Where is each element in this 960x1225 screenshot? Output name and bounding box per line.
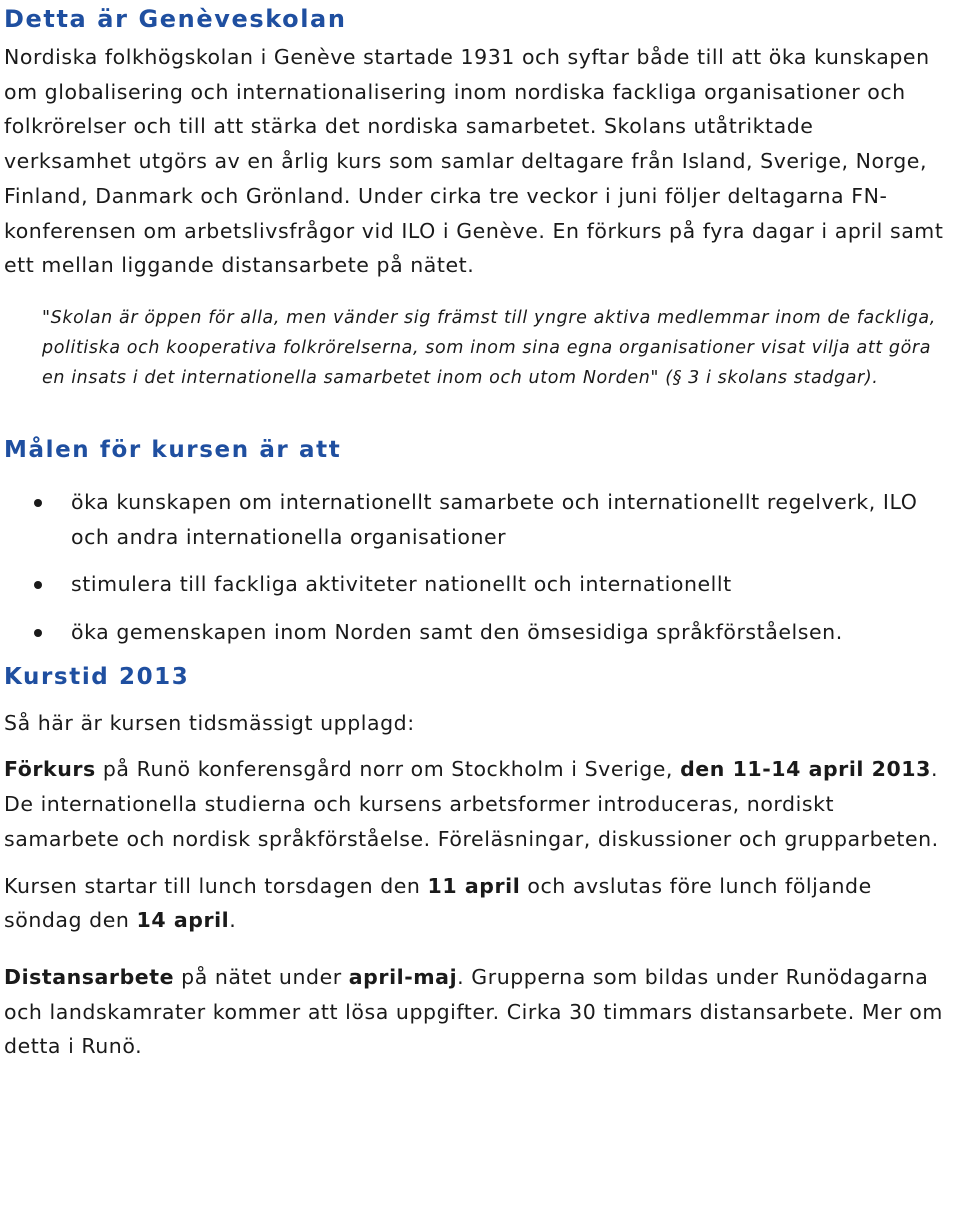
distance-label: Distansarbete bbox=[4, 964, 175, 989]
schedule-intro: Så här är kursen tidsmässigt upplagd: bbox=[4, 710, 415, 735]
bullet-icon bbox=[34, 499, 42, 507]
statute-quote: "Skolan är öppen för alla, men vänder sig främst till yngre aktiva medlemmar inom de fackliga, politiska och kooperativa folkrörelserna, som inom sina egna organisationer visat vilja att göra en insats i det internationella samarbetet inom och utom Norden" (§ 3 i skolans stadgar). bbox=[42, 307, 936, 388]
course-start-paragraph bbox=[4, 869, 944, 938]
start-text: Kursen startar till lunch torsdagen den bbox=[4, 873, 428, 898]
goal-text: öka kunskapen om internationellt samarbete och internationellt regelverk, ILO och andra internationella organisationer bbox=[71, 489, 918, 549]
list-item bbox=[4, 567, 944, 602]
goal-text: öka gemenskapen inom Norden samt den ömsesidiga språkförståelsen. bbox=[71, 620, 843, 645]
distance-text: på nätet under bbox=[174, 964, 349, 989]
distance-description: . Grupperna som bildas under Runödagarna och landskamrater kommer att lösa uppgifter. Cirka 30 timmars distansarbete. Mer om detta i Runö. bbox=[4, 964, 943, 1059]
forkurs-description: . De internationella studierna och kursens arbetsformer introduceras, nordiskt samarbete och nordisk språkförståelse. Föreläsningar, diskussioner och grupparbeten. bbox=[4, 757, 939, 851]
end-day: 14 april bbox=[136, 908, 230, 933]
forkurs-text: på Runö konferensgård norr om Stockholm i Sverige, bbox=[95, 757, 681, 782]
goal-text: stimulera till fackliga aktiviteter nationellt och internationellt bbox=[71, 572, 732, 597]
forkurs-dates: den 11-14 april 2013 bbox=[680, 757, 931, 782]
goals-list bbox=[4, 485, 944, 650]
forkurs-label: Förkurs bbox=[4, 757, 96, 782]
end-period: . bbox=[229, 908, 237, 933]
list-item bbox=[4, 615, 944, 650]
bullet-icon bbox=[34, 581, 42, 589]
intro-paragraph: Nordiska folkhögskolan i Genève startade 1931 och syftar både till att öka kunskapen om globalisering och internationalisering inom nordiska fackliga organisationer och folkrörelser och till att stärka det nordiska samarbetet. Skolans utåtriktade verksamhet utgörs av en årlig kurs som samlar deltagare från Island, Sverige, Norge, Finland, Danmark och Grönland. Under cirka tre veckor i juni följer deltagarna FN-konferensen om arbetslivsfrågor vid ILO i Genève. En förkurs på fyra dagar i april samt ett mellan liggande distansarbete på nätet. bbox=[4, 45, 944, 278]
section-heading-geneva-school: Detta är Genèveskolan bbox=[4, 5, 347, 33]
start-day: 11 april bbox=[427, 873, 521, 898]
distance-period: april-maj bbox=[348, 964, 458, 989]
end-text: och avslutas före lunch följande söndag den bbox=[4, 873, 872, 933]
section-heading-course-time: Kurstid 2013 bbox=[4, 663, 190, 690]
list-item bbox=[4, 485, 944, 554]
section-heading-goals: Målen för kursen är att bbox=[4, 436, 342, 463]
forkurs-paragraph bbox=[4, 752, 944, 856]
distance-work-paragraph bbox=[4, 960, 944, 1064]
bullet-icon bbox=[34, 629, 42, 637]
